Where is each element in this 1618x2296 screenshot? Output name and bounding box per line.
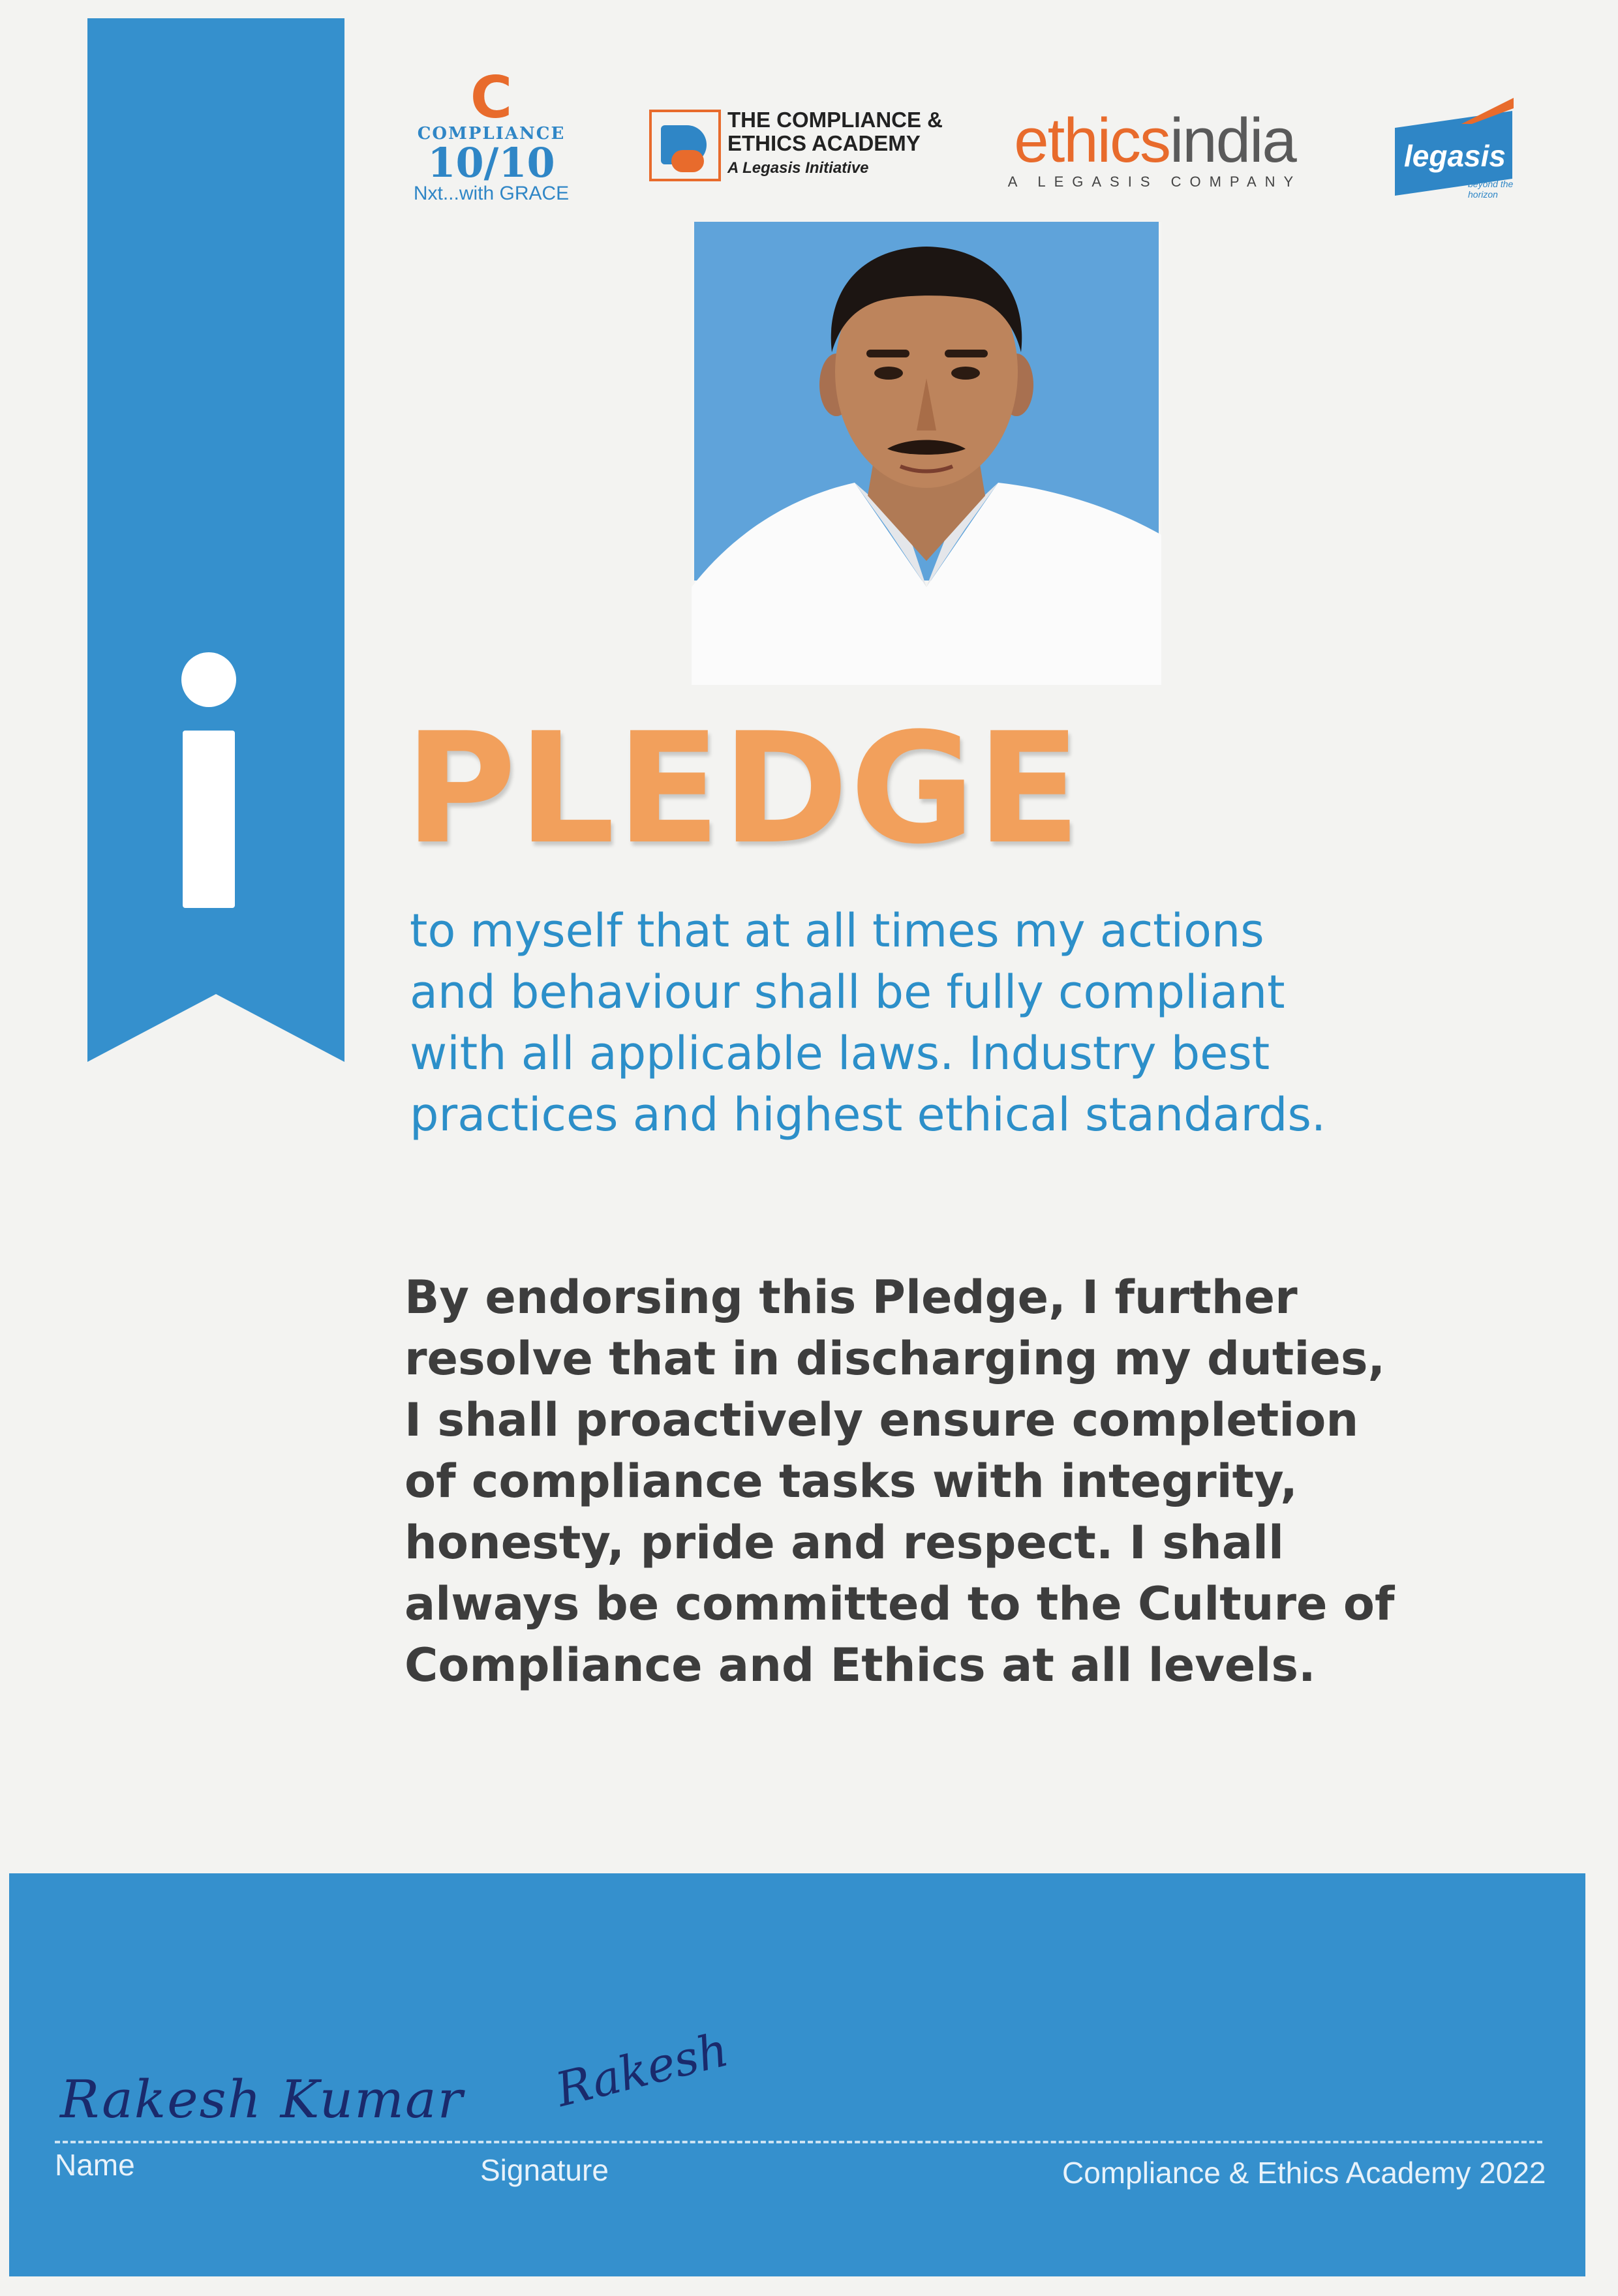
ethicsindia-tagline: A LEGASIS COMPANY bbox=[1007, 174, 1302, 190]
ethicsindia-name-part1: ethics bbox=[1014, 106, 1170, 175]
name-label: Name bbox=[55, 2148, 135, 2182]
resolve-paragraph: By endorsing this Pledge, I further resolve that in discharging my duties, I shall proactively ensure completion of compliance tasks with integrity, honesty, pride and respect. I shall always be committed to the Culture of Compliance and Ethics at all levels. bbox=[404, 1271, 1395, 1692]
profile-photo bbox=[692, 222, 1161, 685]
pledge-headline: PLEDGE bbox=[404, 701, 1082, 878]
portrait-image bbox=[692, 222, 1161, 685]
academy-line1: THE COMPLIANCE & bbox=[727, 108, 943, 132]
academy-mark-icon bbox=[649, 110, 721, 181]
ethicsindia-name-part2: india bbox=[1169, 106, 1296, 175]
ribbon-letter-i bbox=[177, 652, 240, 913]
compliance-c-icon: C bbox=[470, 64, 513, 131]
footer-band bbox=[9, 1873, 1585, 2276]
compliance-tagline: Nxt...with GRACE bbox=[413, 183, 570, 204]
academy-credit: Compliance & Ethics Academy 2022 bbox=[1062, 2156, 1546, 2190]
ribbon-i-dot bbox=[181, 652, 236, 707]
ribbon-i-stem bbox=[183, 731, 235, 908]
compliance-number: 10/10 bbox=[427, 139, 555, 187]
ethicsindia-logo bbox=[1001, 106, 1308, 194]
legasis-name: legasis bbox=[1404, 139, 1506, 173]
academy-logo-text bbox=[727, 108, 943, 181]
pledge-statement: to myself that at all times my actions and behaviour shall be fully compliant with all applicable laws. Industry best practices and highest ethical standards. bbox=[410, 904, 1326, 1141]
academy-line3: A Legasis Initiative bbox=[727, 159, 869, 177]
signature-line bbox=[55, 2141, 1542, 2143]
compliance-word: COMPLIANCE bbox=[417, 124, 566, 144]
legasis-logo bbox=[1383, 98, 1540, 209]
compliance-1010-logo bbox=[397, 64, 586, 209]
name-value: Rakesh Kumar bbox=[60, 2069, 464, 2130]
academy-line2: ETHICS ACADEMY bbox=[727, 131, 921, 155]
legasis-tagline: beyond the horizon bbox=[1468, 179, 1514, 200]
academy-logo bbox=[649, 104, 949, 189]
ethicsindia-name bbox=[1001, 106, 1308, 175]
signature-label: Signature bbox=[480, 2153, 609, 2187]
signature-value: Rakesh bbox=[550, 2021, 734, 2117]
